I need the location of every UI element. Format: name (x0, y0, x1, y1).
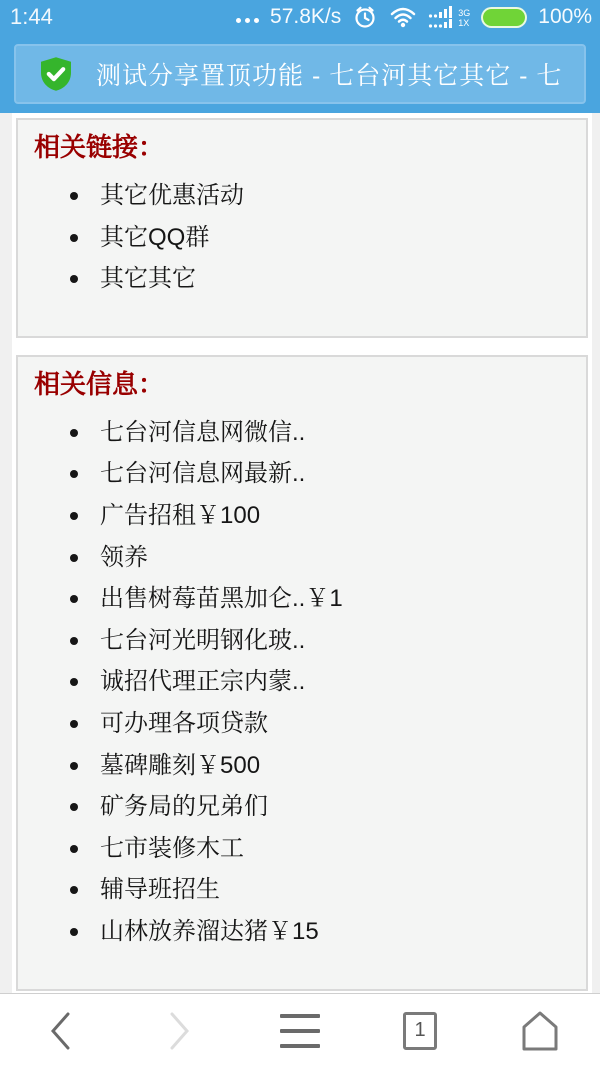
battery-icon (481, 7, 527, 28)
notification-dots-icon (236, 18, 259, 23)
network-speed: 57.8K/s (270, 5, 342, 28)
battery-percent: 100% (538, 5, 592, 28)
list-item[interactable]: 七台河信息网最新.. (34, 453, 570, 495)
menu-icon (280, 1014, 320, 1048)
tab-count-icon: 1 (403, 1012, 437, 1050)
related-info-list (34, 412, 570, 953)
list-item[interactable]: 七市装修木工 (34, 828, 570, 870)
related-info-box (16, 355, 588, 991)
list-item[interactable]: 墓碑雕刻￥500 (34, 745, 570, 787)
page-wrapper (12, 113, 592, 993)
browser-title-bar (0, 34, 600, 113)
wifi-icon (389, 6, 417, 28)
home-button[interactable] (505, 1001, 575, 1061)
tabs-button[interactable] (385, 1001, 455, 1061)
related-links-heading: 相关链接： (34, 132, 165, 162)
list-item[interactable]: 山林放养溜达猪￥15 (34, 911, 570, 953)
list-item[interactable]: 出售树莓苗黑加仑..￥1 (34, 578, 570, 620)
list-item[interactable]: 广告招租￥100 (34, 495, 570, 537)
security-shield-icon (38, 56, 74, 92)
cell-signal-icon (428, 6, 470, 28)
related-info-heading: 相关信息： (34, 368, 165, 399)
list-item[interactable]: 其它其它 (34, 258, 570, 300)
address-bar[interactable] (14, 44, 586, 104)
signal-type-bottom: 1X (458, 18, 470, 28)
list-item[interactable]: 领养 (34, 537, 570, 579)
related-links-list (34, 175, 570, 300)
clock-time: 1:44 (10, 4, 53, 29)
back-button[interactable] (25, 1001, 95, 1061)
list-item[interactable]: 诚招代理正宗内蒙.. (34, 661, 570, 703)
list-item[interactable]: 其它QQ群 (34, 217, 570, 259)
menu-button[interactable] (265, 1001, 335, 1061)
list-item[interactable]: 七台河光明钢化玻.. (34, 620, 570, 662)
list-item[interactable]: 其它优惠活动 (34, 175, 570, 217)
list-item[interactable]: 矿务局的兄弟们 (34, 786, 570, 828)
web-content (0, 113, 600, 993)
forward-button[interactable] (145, 1001, 215, 1061)
page-title: 测试分享置顶功能 - 七台河其它其它 - 七 (96, 62, 563, 90)
alarm-icon (352, 4, 378, 30)
browser-nav-bar (0, 993, 600, 1067)
status-bar (0, 0, 600, 34)
list-item[interactable]: 辅导班招生 (34, 869, 570, 911)
list-item[interactable]: 可办理各项贷款 (34, 703, 570, 745)
signal-type-top: 3G (458, 8, 471, 18)
list-item[interactable]: 七台河信息网微信.. (34, 412, 570, 454)
related-links-box (16, 118, 588, 338)
